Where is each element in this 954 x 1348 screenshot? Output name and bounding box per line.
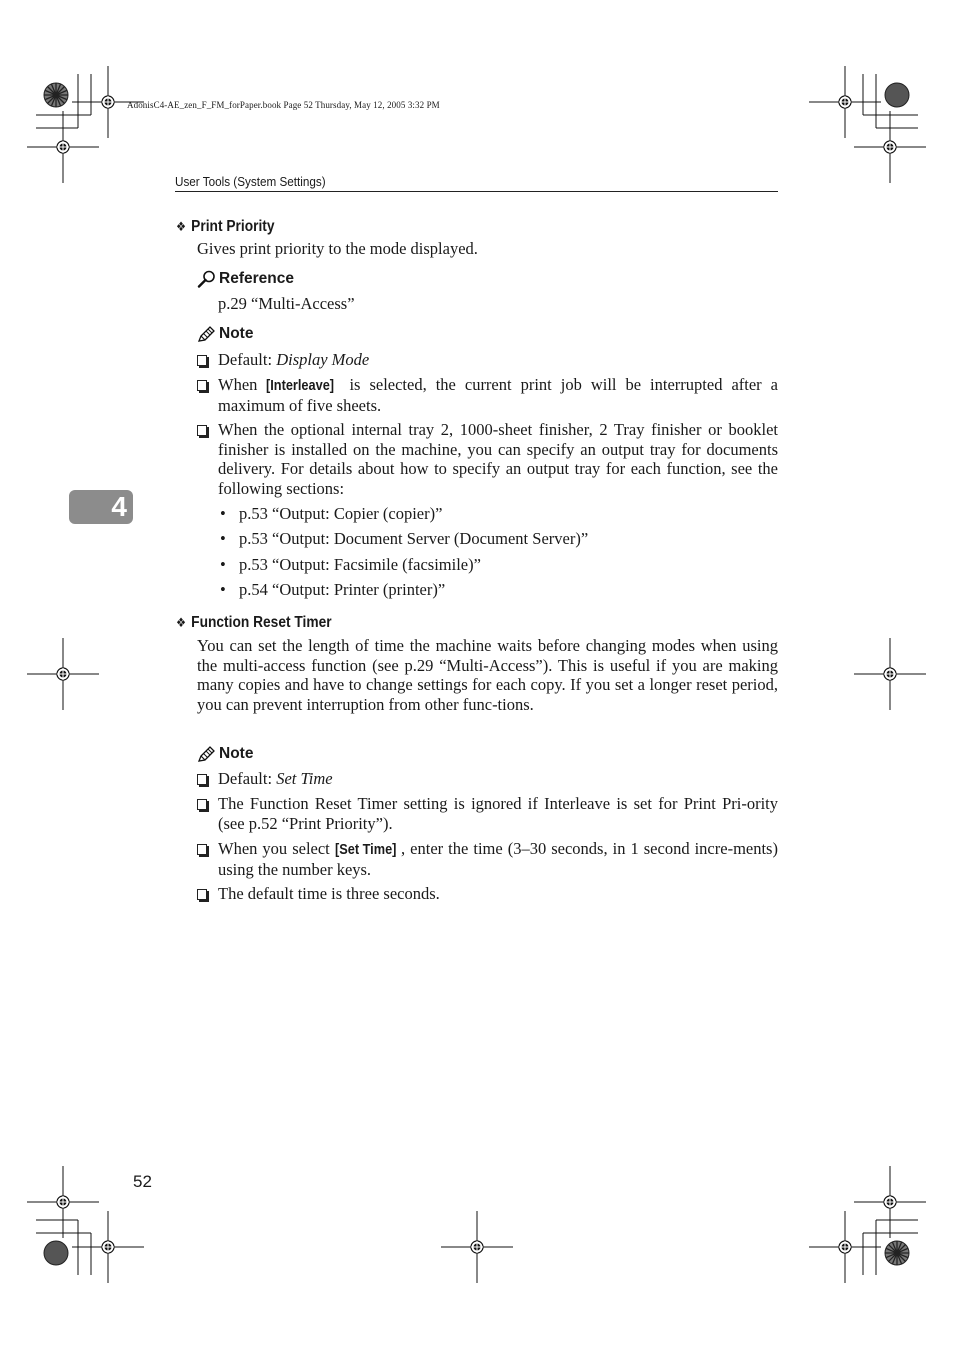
reference-heading: Reference — [197, 270, 294, 288]
pencil-note-icon — [197, 325, 216, 343]
set-time-key-label: [Set Time] — [334, 841, 397, 858]
print-priority-body: Gives print priority to the mode displayed. — [197, 239, 478, 258]
list-item-output-printer: • p.54 “Output: Printer (printer)” — [220, 580, 446, 599]
list-item-output-document-server: • p.53 “Output: Document Server (Document Server)” — [220, 529, 589, 548]
section-heading-print-priority: ❖ Print Priority — [176, 218, 275, 235]
note-item-default-time: The default time is three seconds. — [197, 884, 778, 904]
checkbox-bullet-icon — [197, 774, 207, 785]
diamond-icon: ❖ — [176, 616, 187, 631]
function-reset-body: You can set the length of time the machine waits before changing modes when using the multi-access function (see p.29 “Multi-Access”). This is useful if you are making many copies and have to change settings for each copy. If you set a longer reset period, you can prevent interruption from other func-tions. — [197, 636, 778, 714]
note-item-default-set-time: Default: Set Time — [197, 769, 778, 789]
note-item-interleave: When [Interleave] is selected, the current print job will be interrupted after a maximum of five sheets. — [197, 375, 778, 415]
book-info-slug: AdonisC4-AE_zen_F_FM_forPaper.book Page 52 Thursday, May 12, 2005 3:32 PM — [127, 100, 440, 110]
checkbox-bullet-icon — [197, 799, 207, 810]
running-header: User Tools (System Settings) — [175, 174, 326, 189]
diamond-icon: ❖ — [176, 220, 187, 235]
section-heading-function-reset-timer: ❖ Function Reset Timer — [176, 614, 332, 631]
note-item-default-display-mode: Default: Display Mode — [197, 350, 778, 370]
magnifier-icon — [197, 270, 216, 288]
checkbox-bullet-icon — [197, 889, 207, 900]
pencil-note-icon — [197, 745, 216, 763]
list-item-output-copier: • p.53 “Output: Copier (copier)” — [220, 504, 443, 523]
note-heading-function-reset: Note — [197, 745, 253, 763]
note-heading-print-priority: Note — [197, 325, 253, 343]
note-item-interleave-ignored: The Function Reset Timer setting is ignored if Interleave is set for Print Pri-ority (see p.52 “Print Priority”). — [197, 794, 778, 833]
interleave-key-label: [Interleave] — [266, 377, 335, 394]
checkbox-bullet-icon — [197, 355, 207, 366]
checkbox-bullet-icon — [197, 425, 207, 436]
note-item-set-time: When you select [Set Time] , enter the time (3–30 seconds, in 1 second incre-ments) using the number keys. — [197, 839, 778, 879]
list-item-output-facsimile: • p.53 “Output: Facsimile (facsimile)” — [220, 555, 481, 574]
page-number: 52 — [133, 1172, 152, 1191]
checkbox-bullet-icon — [197, 844, 207, 855]
checkbox-bullet-icon — [197, 380, 207, 391]
reference-text: p.29 “Multi-Access” — [218, 294, 355, 313]
header-rule — [175, 191, 778, 192]
note-item-output-tray: When the optional internal tray 2, 1000-sheet finisher, 2 Tray finisher or booklet finisher is installed on the machine, you can specify an output tray for documents delivery. For details about how to specify an output tray for each function, see the following sections: — [197, 420, 778, 498]
chapter-tab: 4 — [69, 490, 133, 524]
